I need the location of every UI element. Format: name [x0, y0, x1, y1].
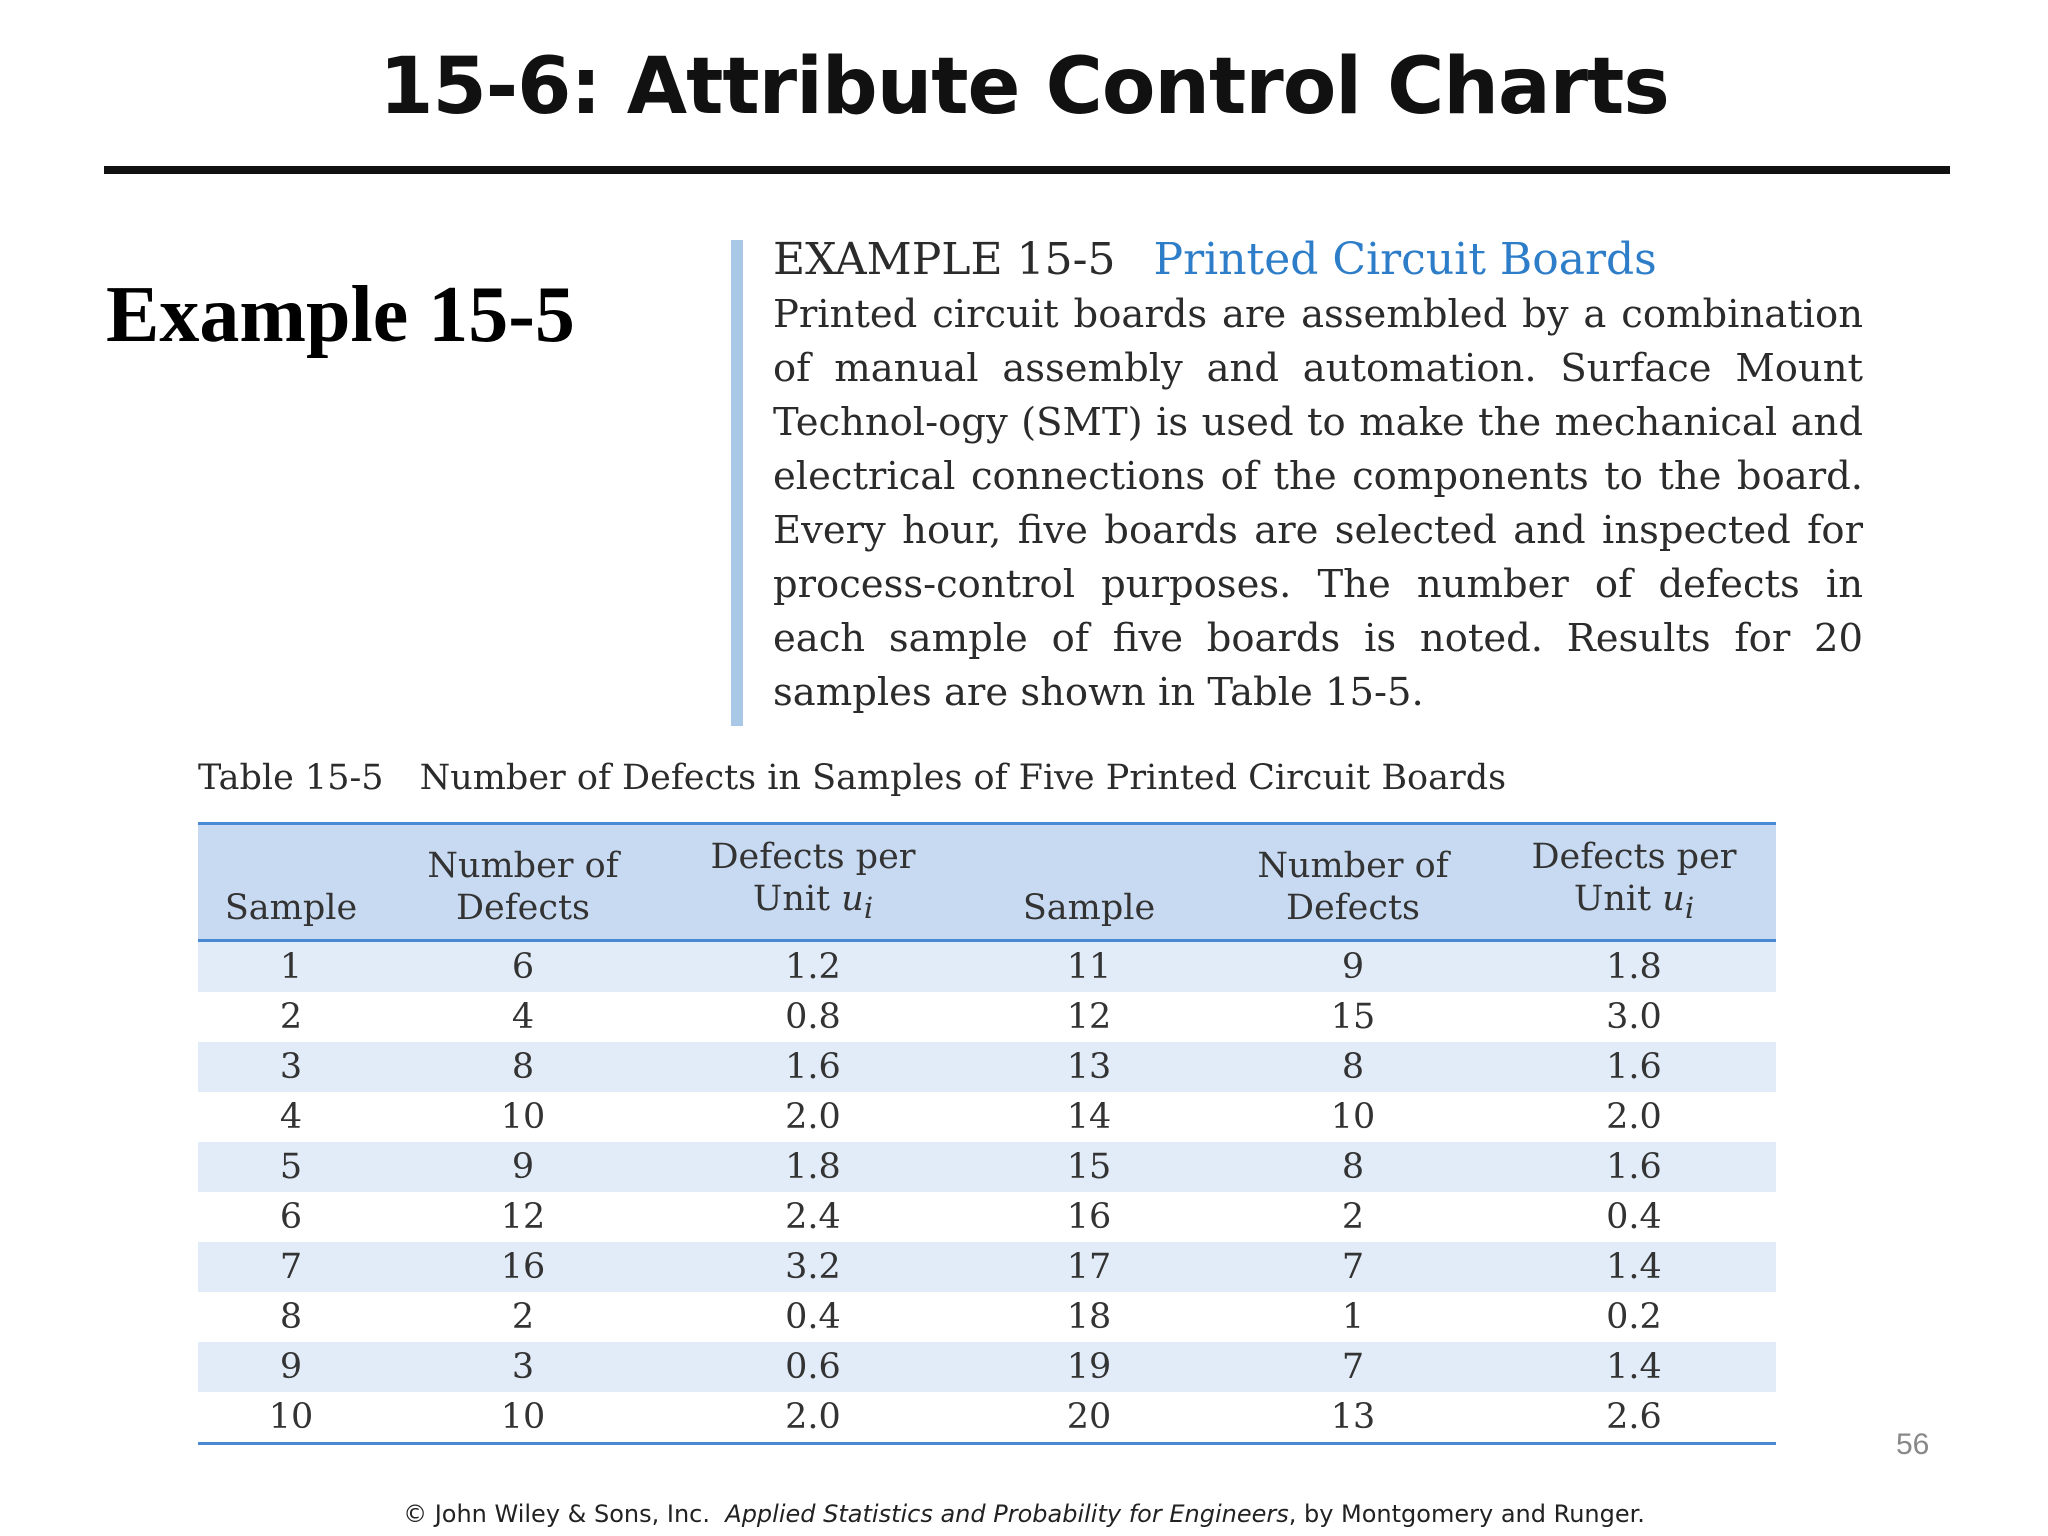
table-cell: 18: [1066, 1297, 1112, 1337]
book-title: Applied Statistics and Probability for Engineers: [725, 1500, 1289, 1528]
example-heading: Example 15-5: [106, 271, 575, 359]
table-cell: 0.6: [785, 1347, 841, 1387]
table-cell: 8: [1341, 1147, 1365, 1187]
table-cell: 3: [279, 1047, 303, 1087]
defects-table: [198, 822, 1776, 1445]
table-cell: 15: [1330, 997, 1376, 1037]
table-cell: 4: [279, 1097, 303, 1137]
table-cell: 13: [1066, 1047, 1112, 1087]
table-cell: 2.4: [785, 1197, 841, 1237]
table-cell: 8: [1341, 1047, 1365, 1087]
page-number: 56: [1896, 1428, 1930, 1461]
table-cell: 7: [1341, 1247, 1365, 1287]
table-cell: 7: [279, 1247, 303, 1287]
table-cell: 10: [500, 1397, 546, 1437]
table-cell: 1.6: [1606, 1047, 1662, 1087]
table-cell: 2: [1341, 1197, 1365, 1237]
table-cell: 1.4: [1606, 1347, 1662, 1387]
table-cell: 6: [279, 1197, 303, 1237]
table-cell: 4: [511, 997, 535, 1037]
table-cell: 0.8: [785, 997, 841, 1037]
table-cell: 17: [1066, 1247, 1112, 1287]
table-cell: 9: [279, 1347, 303, 1387]
col-header-defects-per-unit: Defects per Unit $u_i$: [710, 837, 916, 925]
table-cell: 14: [1066, 1097, 1112, 1137]
col-header-sample: Sample: [1022, 888, 1156, 928]
title-divider: [104, 166, 1950, 174]
col-header-defects: Number of Defects: [427, 846, 619, 928]
table-cell: 20: [1066, 1397, 1112, 1437]
table-caption-text: Number of Defects in Samples of Five Printed Circuit Boards: [419, 758, 1507, 798]
table-row: [198, 992, 1776, 1042]
col-header-defects: Number of Defects: [1257, 846, 1449, 928]
table-row: [198, 1192, 1776, 1242]
table-cell: 8: [279, 1297, 303, 1337]
col-header-sample: Sample: [224, 888, 358, 928]
table-cell: 7: [1341, 1347, 1365, 1387]
table-cell: 6: [511, 947, 535, 987]
table-cell: 3: [511, 1347, 535, 1387]
table-cell: 5: [279, 1147, 303, 1187]
table-cell: 1: [1341, 1297, 1365, 1337]
table-header: [198, 824, 1776, 941]
table-cell: 10: [1330, 1097, 1376, 1137]
table-cell: 16: [500, 1247, 546, 1287]
table-cell: 1.6: [785, 1047, 841, 1087]
table-cell: 3.2: [785, 1247, 841, 1287]
table-row: [198, 1242, 1776, 1292]
copyright-footer: © John Wiley & Sons, Inc. Applied Statistics and Probability for Engineers, by Montgomery and Runger.: [403, 1500, 1645, 1528]
table-row: [198, 1042, 1776, 1092]
table-cell: 16: [1066, 1197, 1112, 1237]
table-caption: [198, 758, 1506, 798]
example-box-header: [773, 232, 1863, 288]
table-cell: 12: [1066, 997, 1112, 1037]
table-cell: 2.0: [1606, 1097, 1662, 1137]
table-cell: 1: [279, 947, 303, 987]
col-header-defects-per-unit: Defects per Unit $u_i$: [1531, 837, 1737, 925]
table-cell: 13: [1330, 1397, 1376, 1437]
table-cell: 1.2: [785, 947, 841, 987]
table-row: [198, 941, 1776, 993]
example-accent-bar: [731, 240, 743, 726]
table-cell: 10: [268, 1397, 314, 1437]
table-cell: 10: [500, 1097, 546, 1137]
table-row: [198, 1142, 1776, 1192]
table-cell: 0.4: [1606, 1197, 1662, 1237]
table-cell: 0.2: [1606, 1297, 1662, 1337]
table-cell: 8: [511, 1047, 535, 1087]
example-box: [773, 232, 1863, 720]
table-caption-number: Table 15-5: [198, 758, 384, 798]
table-cell: 15: [1066, 1147, 1112, 1187]
example-title: Printed Circuit Boards: [1153, 234, 1657, 285]
table-cell: 1.4: [1606, 1247, 1662, 1287]
table-cell: 0.4: [785, 1297, 841, 1337]
table-cell: 12: [500, 1197, 546, 1237]
table-row: [198, 1392, 1776, 1444]
table-cell: 3.0: [1606, 997, 1662, 1037]
table-cell: 2: [511, 1297, 535, 1337]
table-cell: 19: [1066, 1347, 1112, 1387]
table-body: [198, 941, 1776, 1444]
table-cell: 2.0: [785, 1097, 841, 1137]
table-cell: 2.0: [785, 1397, 841, 1437]
table-cell: 1.6: [1606, 1147, 1662, 1187]
table-cell: 1.8: [785, 1147, 841, 1187]
table-cell: 1.8: [1606, 947, 1662, 987]
table-cell: 2: [279, 997, 303, 1037]
table-row: [198, 1342, 1776, 1392]
table-row: [198, 1292, 1776, 1342]
table-cell: 11: [1066, 947, 1112, 987]
slide-title: 15-6: Attribute Control Charts: [379, 42, 1669, 132]
example-body-text: Printed circuit boards are assembled by a combination of manual assembly and automation. Surface Mount Technol-ogy (SMT) is used to make the mechanical and electrical connections of the components to the board. Every hour, five boards are selected and inspected for process-control purposes. The number of defects in each sample of five boards is noted. Results for 20 samples are shown in Table 15-5.: [773, 292, 1863, 715]
table-cell: 2.6: [1606, 1397, 1662, 1437]
example-label: EXAMPLE 15-5: [773, 234, 1116, 285]
table-row: [198, 1092, 1776, 1142]
table-cell: 9: [1341, 947, 1365, 987]
table-cell: 9: [511, 1147, 535, 1187]
